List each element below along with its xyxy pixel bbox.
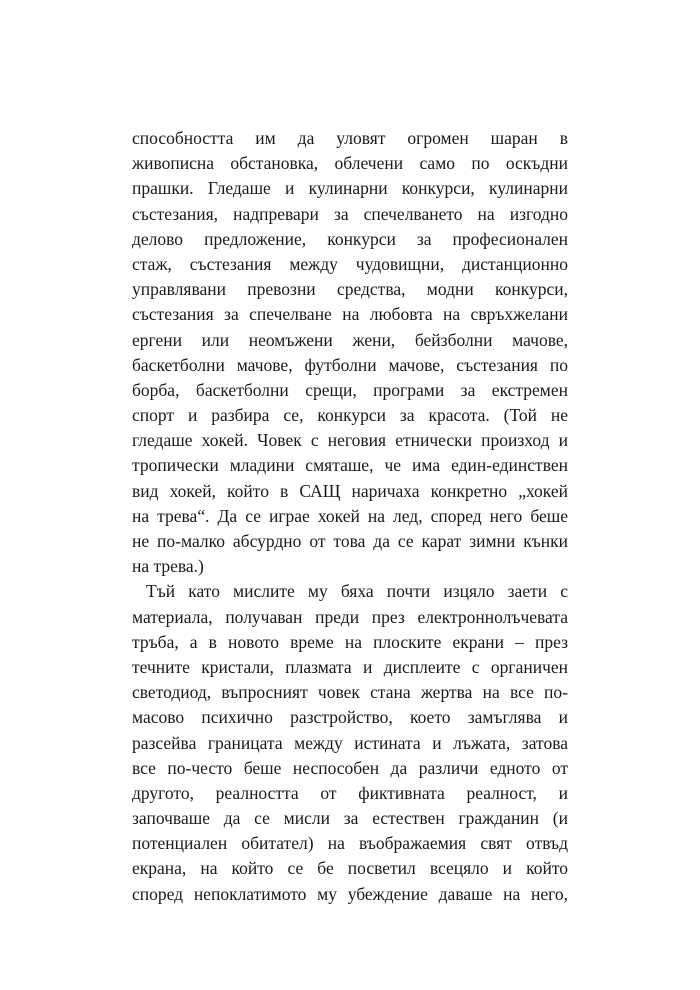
text-line: стаж, състезания между чудовищни, дистанционно [132, 253, 568, 274]
text-line: ергени или неомъжени жени, бейзболни мачове, [132, 329, 568, 350]
paragraph-2 [132, 579, 568, 906]
text-line: екрана, на който се бе посветил всецяло и който [132, 858, 568, 879]
text-line: тропически младини смяташе, че има един-единствен [132, 455, 568, 476]
text-line: делово предложение, конкурси за професионален [132, 228, 568, 249]
text-line: управлявани превозни средства, модни конкурси, [132, 279, 568, 300]
text-line: тръба, а в новото време на плоските екрани – през [132, 631, 568, 652]
text-line: материала, получаван преди през електроннолъчевата [132, 606, 568, 627]
text-line: според непоклатимото му убеждение даваше на него, [132, 883, 568, 904]
text-line: състезания за спечелване на любовта на свръхжелани [132, 304, 568, 325]
text-line: Тъй като мислите му бяха почти изцяло заети с [146, 581, 568, 602]
text-line: баскетболни мачове, футболни мачове, състезания по [132, 354, 568, 375]
text-line: не по-малко абсурдно от това да се карат зимни кънки [132, 531, 568, 551]
text-line: на трева.) [132, 556, 204, 577]
text-line: другото, реалността от фиктивната реалност, и [132, 782, 568, 803]
text-line: разсейва границата между истината и лъжата, затова [132, 732, 568, 753]
text-line: живописна обстановка, облечени само по оскъдни [132, 153, 568, 174]
body-text [132, 126, 568, 907]
text-line: способността им да уловят огромен шаран в [132, 128, 568, 148]
text-line: спорт и разбира се, конкурси за красота. (Той не [132, 405, 568, 426]
text-line: вид хокей, който в САЩ наричаха конкретно „хокей [132, 480, 568, 501]
text-line: все по-често беше неспособен да различи едното от [132, 757, 568, 778]
text-line: светодиод, въпросният човек стана жертва на все по- [132, 682, 568, 703]
text-line: потенциален обитател) на въображаемия свят отвъд [132, 833, 568, 854]
text-line: борба, баскетболни срещи, програми за екстремен [132, 379, 568, 400]
paragraph-1 [132, 126, 568, 579]
text-line: гледаше хокей. Човек с неговия етнически произход и [132, 430, 568, 451]
text-line: масово психично разстройство, което замъглява и [132, 707, 568, 728]
text-line: започваше да се мисли за естествен гражданин (и [132, 808, 568, 829]
text-line: състезания, надпревари за спечелването на изгодно [132, 203, 568, 224]
text-line: прашки. Гледаше и кулинарни конкурси, кулинарни [132, 178, 568, 199]
text-line: на трева“. Да се играе хокей на лед, според него беше [132, 505, 568, 526]
text-line: течните кристали, плазмата и дисплеите с органичен [132, 656, 568, 677]
